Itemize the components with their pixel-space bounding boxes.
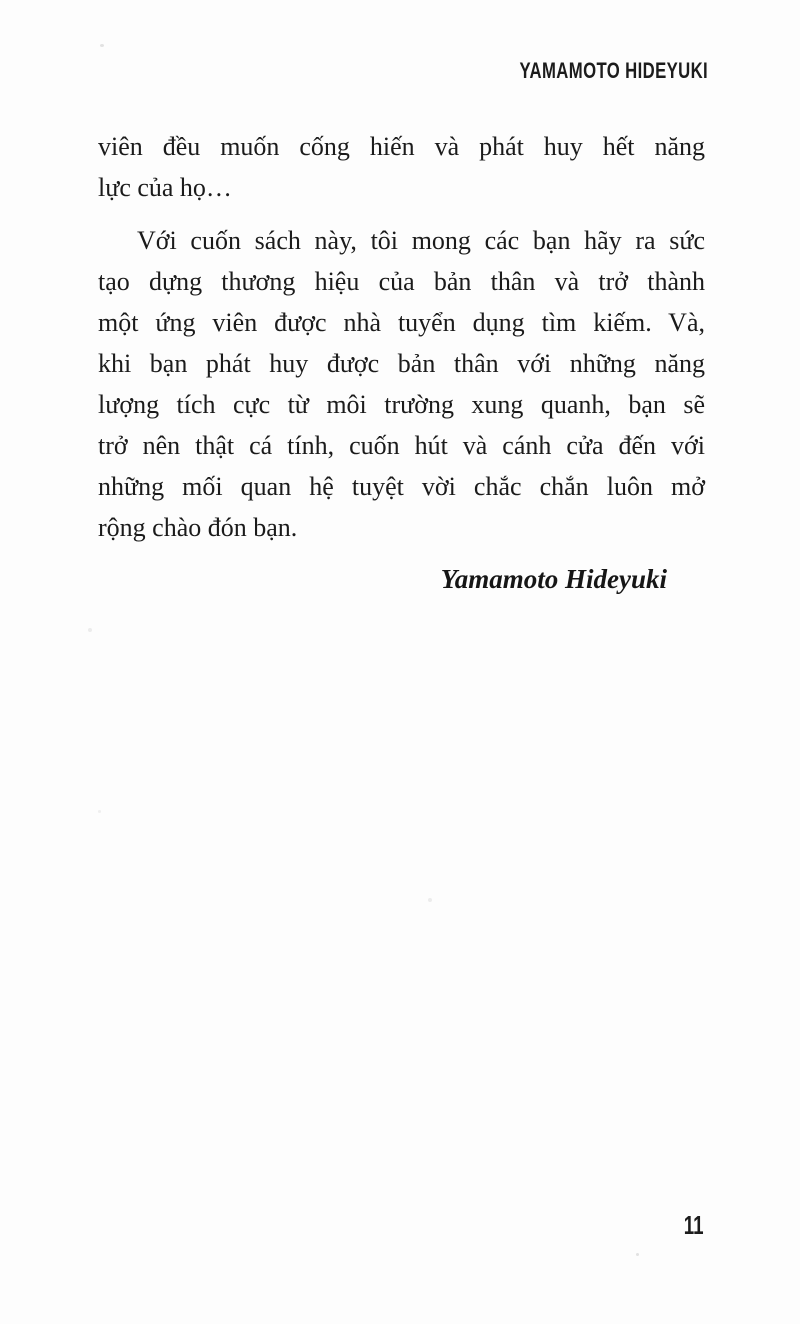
- running-header-author: YAMAMOTO HIDEYUKI: [519, 58, 708, 83]
- scan-speck: [98, 810, 101, 813]
- body-line: viên đều muốn cống hiến và phát huy hết năng: [98, 132, 705, 161]
- page-text-block: [98, 126, 705, 595]
- body-line: trở nên thật cá tính, cuốn hút và cánh cửa đến với: [98, 431, 705, 460]
- paragraph: [98, 220, 705, 548]
- paragraph: [98, 126, 705, 208]
- body-line: khi bạn phát huy được bản thân với những năng: [98, 349, 705, 378]
- body-line: tạo dựng thương hiệu của bản thân và trở thành: [98, 267, 705, 296]
- body-line: những mối quan hệ tuyệt vời chắc chắn luôn mở: [98, 472, 705, 501]
- author-signature: Yamamoto Hideyuki: [440, 564, 667, 594]
- body-line: lực của họ…: [98, 173, 232, 202]
- body-line: lượng tích cực từ môi trường xung quanh, bạn sẽ: [98, 390, 705, 419]
- page-number: 11: [683, 1210, 703, 1240]
- body-line: Với cuốn sách này, tôi mong các bạn hãy ra sức: [137, 226, 705, 255]
- body-line: một ứng viên được nhà tuyển dụng tìm kiếm. Và,: [98, 308, 705, 337]
- scan-speck: [100, 44, 104, 47]
- body-line: rộng chào đón bạn.: [98, 513, 298, 542]
- scan-speck: [636, 1253, 639, 1256]
- scan-speck: [428, 898, 432, 902]
- scan-speck: [88, 628, 92, 632]
